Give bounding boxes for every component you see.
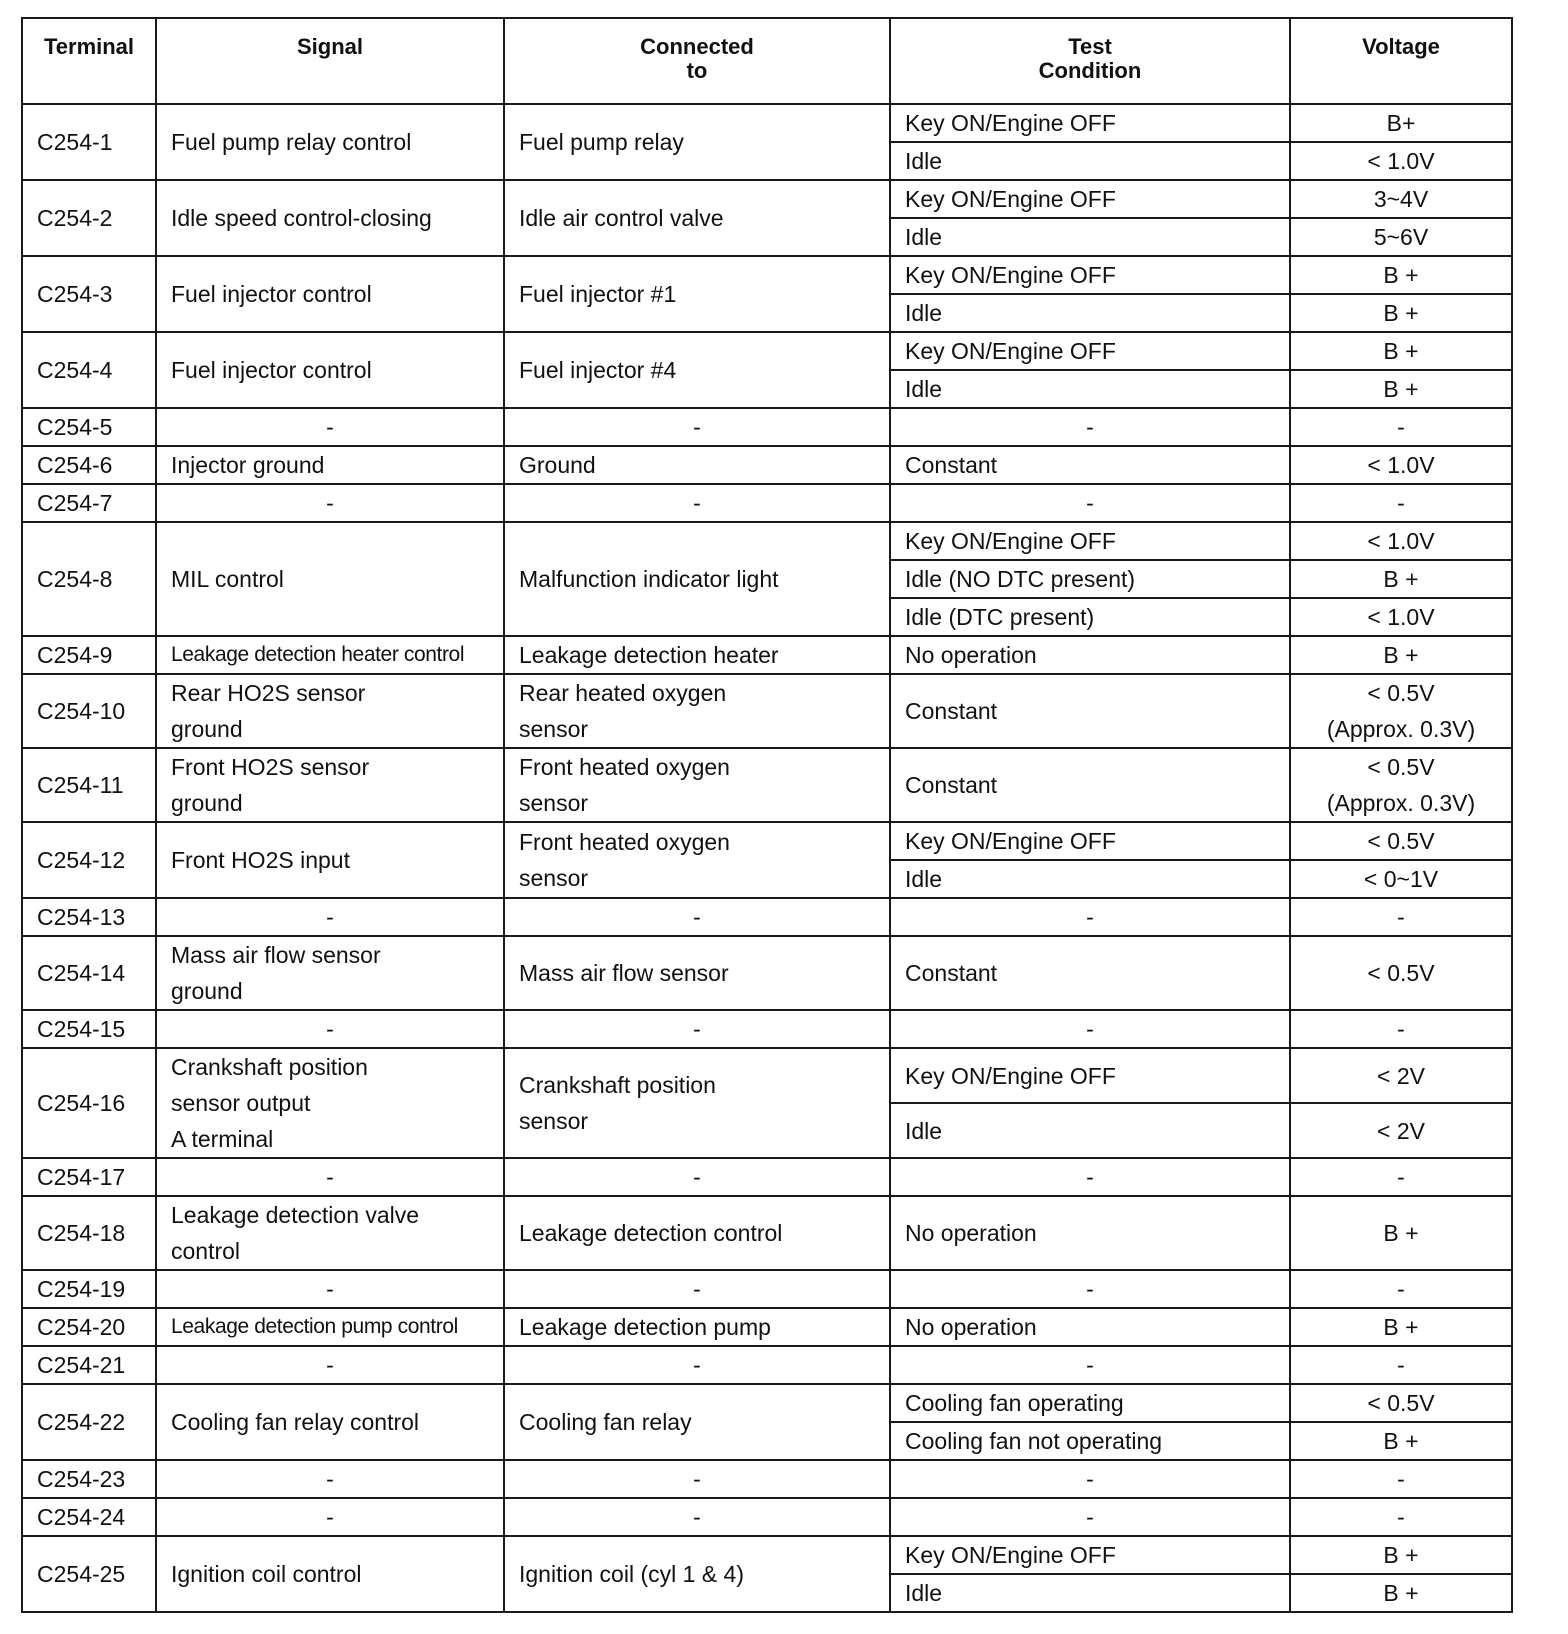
voltage-cell: -: [1290, 484, 1512, 522]
signal-cell: Leakage detection pump control: [156, 1308, 504, 1346]
table-header-row: [22, 18, 1512, 104]
header-test-line2: Condition: [1038, 58, 1142, 83]
table-row: [22, 1346, 1512, 1384]
table-row: [22, 408, 1512, 446]
voltage-cell: -: [1290, 1010, 1512, 1048]
test-condition-cell: Idle: [890, 218, 1290, 256]
test-condition-cell: Constant: [890, 446, 1290, 484]
connected-cell: Mass air flow sensor: [504, 936, 890, 1010]
signal-cell-line: ground: [171, 978, 243, 1004]
connected-cell: Ignition coil (cyl 1 & 4): [504, 1536, 890, 1612]
voltage-cell-line: < 0.5V: [1367, 754, 1435, 780]
table-row: [22, 332, 1512, 370]
table-row: [22, 446, 1512, 484]
connected-cell: -: [504, 1498, 890, 1536]
terminal-cell: C254-11: [22, 748, 156, 822]
terminal-cell: C254-15: [22, 1010, 156, 1048]
voltage-cell: -: [1290, 1460, 1512, 1498]
test-condition-cell: Key ON/Engine OFF: [890, 522, 1290, 560]
table-row: [22, 674, 1512, 748]
terminal-cell: C254-10: [22, 674, 156, 748]
test-condition-cell: Constant: [890, 748, 1290, 822]
terminal-cell: C254-6: [22, 446, 156, 484]
connected-cell: -: [504, 408, 890, 446]
terminal-cell: C254-7: [22, 484, 156, 522]
table-row: [22, 1308, 1512, 1346]
voltage-cell: B +: [1290, 294, 1512, 332]
connected-cell: Fuel pump relay: [504, 104, 890, 180]
voltage-cell: -: [1290, 1158, 1512, 1196]
voltage-cell: B +: [1290, 332, 1512, 370]
terminal-cell: C254-12: [22, 822, 156, 898]
connected-cell: -: [504, 1346, 890, 1384]
connected-cell: Leakage detection heater: [504, 636, 890, 674]
test-condition-cell: Constant: [890, 674, 1290, 748]
voltage-cell: < 0.5V: [1290, 822, 1512, 860]
connected-cell-line: sensor: [519, 716, 589, 742]
connected-cell: -: [504, 1158, 890, 1196]
voltage-cell: B +: [1290, 370, 1512, 408]
voltage-cell: < 2V: [1290, 1103, 1512, 1158]
signal-cell: -: [156, 484, 504, 522]
voltage-cell: -: [1290, 1498, 1512, 1536]
voltage-cell: B +: [1290, 1196, 1512, 1270]
signal-cell-line: control: [171, 1238, 241, 1264]
test-condition-cell: Cooling fan not operating: [890, 1422, 1290, 1460]
test-condition-cell: Idle: [890, 1574, 1290, 1612]
signal-cell: Front HO2S input: [156, 822, 504, 898]
table-row: [22, 256, 1512, 294]
terminal-cell: C254-24: [22, 1498, 156, 1536]
test-condition-cell: No operation: [890, 636, 1290, 674]
signal-cell-line: Mass air flow sensor: [171, 942, 381, 968]
pin-table-page: [21, 17, 1511, 1613]
test-condition-cell: -: [890, 1498, 1290, 1536]
voltage-cell: < 2V: [1290, 1048, 1512, 1103]
table-row: [22, 104, 1512, 142]
signal-cell: [156, 1196, 504, 1270]
table-row: [22, 936, 1512, 1010]
test-condition-cell: No operation: [890, 1308, 1290, 1346]
connected-cell: Cooling fan relay: [504, 1384, 890, 1460]
signal-cell: MIL control: [156, 522, 504, 636]
test-condition-cell: Constant: [890, 936, 1290, 1010]
signal-cell: [156, 674, 504, 748]
table-row: [22, 1270, 1512, 1308]
terminal-cell: C254-14: [22, 936, 156, 1010]
signal-cell: [156, 1048, 504, 1158]
signal-cell: -: [156, 1158, 504, 1196]
test-condition-cell: Cooling fan operating: [890, 1384, 1290, 1422]
connected-cell: [504, 822, 890, 898]
terminal-cell: C254-9: [22, 636, 156, 674]
table-row: [22, 636, 1512, 674]
terminal-cell: C254-5: [22, 408, 156, 446]
signal-cell: Idle speed control-closing: [156, 180, 504, 256]
signal-cell: Fuel pump relay control: [156, 104, 504, 180]
signal-cell-line: Front HO2S sensor: [171, 754, 370, 780]
connected-cell-line: Crankshaft position: [519, 1072, 716, 1098]
connected-cell-line: Front heated oxygen: [519, 754, 730, 780]
terminal-cell: C254-23: [22, 1460, 156, 1498]
terminal-cell: C254-8: [22, 522, 156, 636]
voltage-cell: [1290, 674, 1512, 748]
signal-cell-line: ground: [171, 716, 243, 742]
connected-cell-line: Front heated oxygen: [519, 829, 730, 855]
terminal-cell: C254-18: [22, 1196, 156, 1270]
table-row: [22, 1498, 1512, 1536]
terminal-cell: C254-4: [22, 332, 156, 408]
header-signal: Signal: [156, 18, 504, 104]
test-condition-cell: Idle (DTC present): [890, 598, 1290, 636]
voltage-cell: -: [1290, 408, 1512, 446]
test-condition-cell: Key ON/Engine OFF: [890, 822, 1290, 860]
terminal-cell: C254-3: [22, 256, 156, 332]
signal-cell: -: [156, 408, 504, 446]
voltage-cell: B +: [1290, 256, 1512, 294]
test-condition-cell: Key ON/Engine OFF: [890, 332, 1290, 370]
connected-cell-line: sensor: [519, 1108, 589, 1134]
signal-cell-line: ground: [171, 790, 243, 816]
voltage-cell: B +: [1290, 1536, 1512, 1574]
voltage-cell: < 1.0V: [1290, 598, 1512, 636]
terminal-cell: C254-16: [22, 1048, 156, 1158]
header-connected-line2: to: [686, 58, 708, 83]
connected-cell: Idle air control valve: [504, 180, 890, 256]
voltage-cell: [1290, 748, 1512, 822]
connected-cell: Leakage detection control: [504, 1196, 890, 1270]
connected-cell: -: [504, 1010, 890, 1048]
header-connected-line1: Connected: [640, 34, 754, 59]
voltage-cell: 5~6V: [1290, 218, 1512, 256]
signal-cell-line: Crankshaft position: [171, 1054, 368, 1080]
signal-cell-line: Leakage detection valve: [171, 1202, 420, 1228]
table-row: [22, 1384, 1512, 1422]
voltage-cell: B +: [1290, 1574, 1512, 1612]
connected-cell: Fuel injector #1: [504, 256, 890, 332]
test-condition-cell: Key ON/Engine OFF: [890, 104, 1290, 142]
signal-cell-line: A terminal: [171, 1126, 274, 1152]
signal-cell: Leakage detection heater control: [156, 636, 504, 674]
header-test-condition: [890, 18, 1290, 104]
table-row: [22, 1048, 1512, 1103]
terminal-cell: C254-20: [22, 1308, 156, 1346]
voltage-cell-line: (Approx. 0.3V): [1326, 716, 1476, 742]
connected-cell: -: [504, 1270, 890, 1308]
signal-cell: Ignition coil control: [156, 1536, 504, 1612]
test-condition-cell: Idle: [890, 142, 1290, 180]
signal-cell: [156, 936, 504, 1010]
test-condition-cell: -: [890, 484, 1290, 522]
table-row: [22, 1536, 1512, 1574]
connected-cell: [504, 1048, 890, 1158]
voltage-cell: B +: [1290, 636, 1512, 674]
voltage-cell: B +: [1290, 560, 1512, 598]
test-condition-cell: -: [890, 1010, 1290, 1048]
voltage-cell: -: [1290, 1270, 1512, 1308]
voltage-cell: < 0~1V: [1290, 860, 1512, 898]
terminal-cell: C254-19: [22, 1270, 156, 1308]
connected-cell-line: Rear heated oxygen: [519, 680, 727, 706]
signal-cell: Injector ground: [156, 446, 504, 484]
terminal-cell: C254-22: [22, 1384, 156, 1460]
test-condition-cell: Idle (NO DTC present): [890, 560, 1290, 598]
test-condition-cell: Idle: [890, 370, 1290, 408]
test-condition-cell: -: [890, 1460, 1290, 1498]
voltage-cell: < 1.0V: [1290, 446, 1512, 484]
connected-cell-line: sensor: [519, 865, 589, 891]
connected-cell: -: [504, 1460, 890, 1498]
test-condition-cell: No operation: [890, 1196, 1290, 1270]
table-row: [22, 180, 1512, 218]
connected-cell: Fuel injector #4: [504, 332, 890, 408]
signal-cell-line: Rear HO2S sensor: [171, 680, 366, 706]
voltage-cell: B+: [1290, 104, 1512, 142]
connected-cell-line: sensor: [519, 790, 589, 816]
header-connected-to: [504, 18, 890, 104]
test-condition-cell: -: [890, 1346, 1290, 1384]
table-row: [22, 1158, 1512, 1196]
connected-cell: [504, 748, 890, 822]
terminal-cell: C254-1: [22, 104, 156, 180]
terminal-cell: C254-2: [22, 180, 156, 256]
signal-cell: -: [156, 1346, 504, 1384]
terminal-cell: C254-17: [22, 1158, 156, 1196]
header-voltage: Voltage: [1290, 18, 1512, 104]
voltage-cell: < 0.5V: [1290, 936, 1512, 1010]
table-row: [22, 1010, 1512, 1048]
test-condition-cell: Idle: [890, 294, 1290, 332]
terminal-cell: C254-21: [22, 1346, 156, 1384]
test-condition-cell: Key ON/Engine OFF: [890, 1048, 1290, 1103]
connected-cell: Malfunction indicator light: [504, 522, 890, 636]
connected-cell: -: [504, 898, 890, 936]
test-condition-cell: -: [890, 1158, 1290, 1196]
voltage-cell: -: [1290, 898, 1512, 936]
connected-cell: Ground: [504, 446, 890, 484]
connected-cell: Leakage detection pump: [504, 1308, 890, 1346]
header-test-line1: Test: [1068, 34, 1112, 59]
signal-cell-line: sensor output: [171, 1090, 311, 1116]
signal-cell: Fuel injector control: [156, 256, 504, 332]
signal-cell: -: [156, 1460, 504, 1498]
test-condition-cell: Key ON/Engine OFF: [890, 180, 1290, 218]
table-body: [22, 104, 1512, 1612]
voltage-cell: < 0.5V: [1290, 1384, 1512, 1422]
test-condition-cell: -: [890, 408, 1290, 446]
test-condition-cell: -: [890, 1270, 1290, 1308]
signal-cell: -: [156, 1498, 504, 1536]
voltage-cell: B +: [1290, 1422, 1512, 1460]
table-row: [22, 898, 1512, 936]
test-condition-cell: Key ON/Engine OFF: [890, 256, 1290, 294]
voltage-cell-line: (Approx. 0.3V): [1326, 790, 1476, 816]
connected-cell: -: [504, 484, 890, 522]
test-condition-cell: Key ON/Engine OFF: [890, 1536, 1290, 1574]
signal-cell: -: [156, 1270, 504, 1308]
voltage-cell: < 1.0V: [1290, 142, 1512, 180]
signal-cell: -: [156, 1010, 504, 1048]
voltage-cell: < 1.0V: [1290, 522, 1512, 560]
table-row: [22, 822, 1512, 860]
table-row: [22, 522, 1512, 560]
voltage-cell: B +: [1290, 1308, 1512, 1346]
table-row: [22, 1460, 1512, 1498]
connected-cell: [504, 674, 890, 748]
test-condition-cell: Idle: [890, 1103, 1290, 1158]
terminal-cell: C254-25: [22, 1536, 156, 1612]
signal-cell: Cooling fan relay control: [156, 1384, 504, 1460]
signal-cell: -: [156, 898, 504, 936]
voltage-cell: -: [1290, 1346, 1512, 1384]
signal-cell: Fuel injector control: [156, 332, 504, 408]
terminal-voltage-table: [21, 17, 1513, 1613]
test-condition-cell: Idle: [890, 860, 1290, 898]
test-condition-cell: -: [890, 898, 1290, 936]
table-row: [22, 484, 1512, 522]
signal-cell: [156, 748, 504, 822]
header-terminal: Terminal: [22, 18, 156, 104]
table-row: [22, 1196, 1512, 1270]
voltage-cell: 3~4V: [1290, 180, 1512, 218]
voltage-cell-line: < 0.5V: [1367, 680, 1435, 706]
table-row: [22, 748, 1512, 822]
terminal-cell: C254-13: [22, 898, 156, 936]
